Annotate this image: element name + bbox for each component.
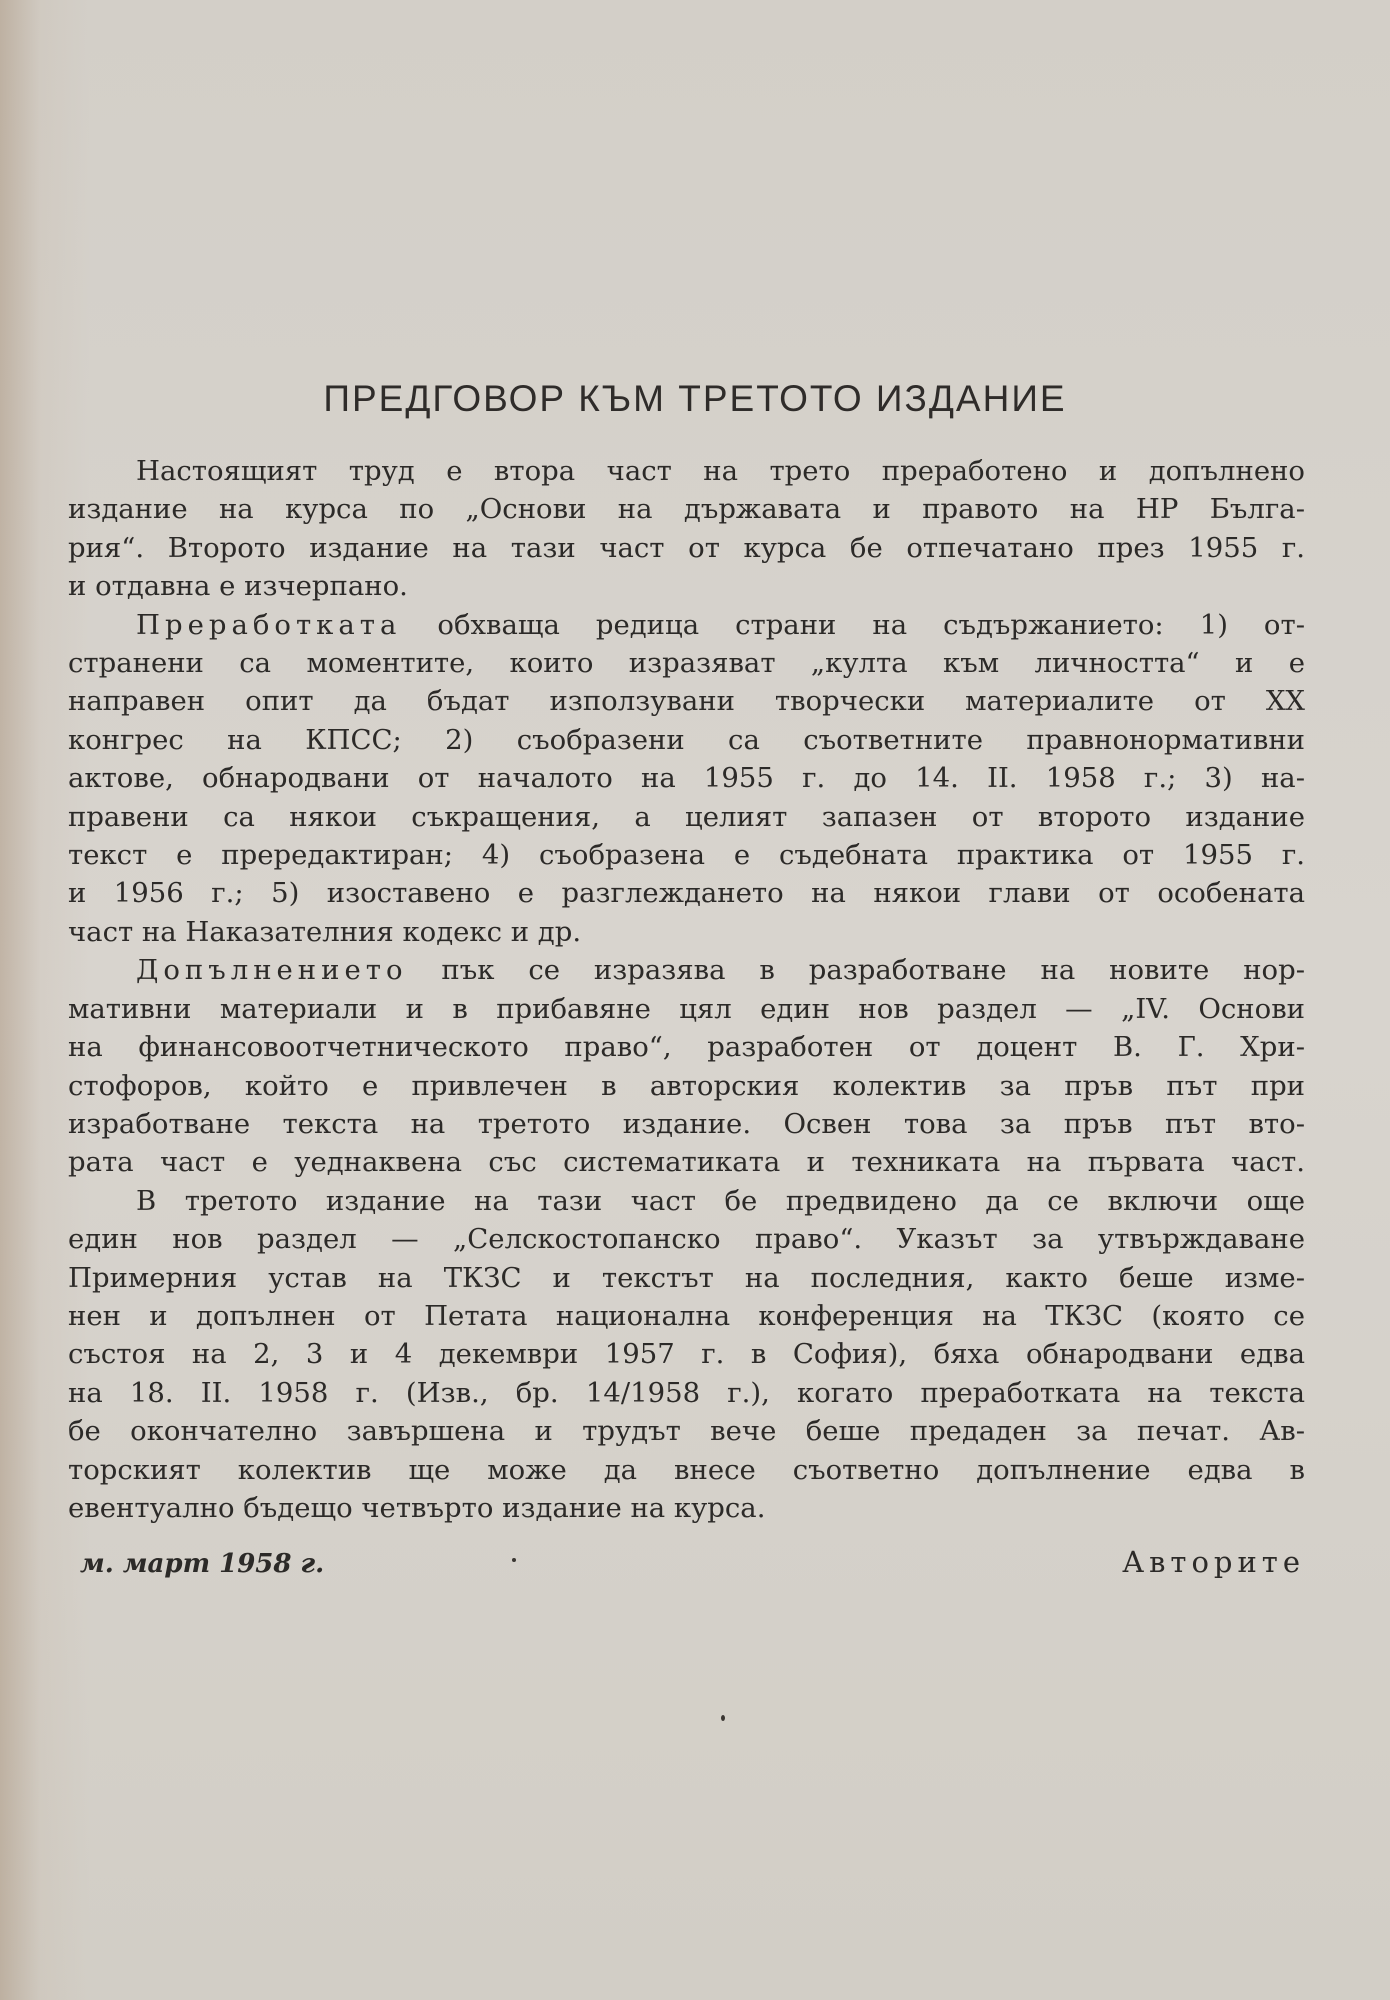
- emphasized-term: Преработката: [136, 608, 402, 641]
- text-line: направен опит да бъдат използувани творчески материалите от XX: [68, 685, 1305, 718]
- text-line: Настоящият труд е втора част на трето преработено и допълнено: [136, 455, 1305, 487]
- text-line: мативни материали и в прибавяне цял един нов раздел — „IV. Основи: [68, 992, 1305, 1025]
- text-line: Примерния устав на ТКЗС и текстът на последния, както беше изме-: [68, 1261, 1305, 1294]
- text-line-rest: пък се изразява в разработване на новите нор-: [407, 954, 1305, 987]
- text-line: евентуално бъдещо четвърто издание на курса.: [68, 1491, 766, 1524]
- paper-speck: [512, 1558, 516, 1562]
- text-line: [68, 951, 1305, 989]
- text-line-rest: обхваща редица страни на съдържанието: 1) от-: [401, 608, 1305, 641]
- authors-signature: Авторите: [1122, 1545, 1305, 1579]
- text-line: и отдавна е изчерпано.: [68, 570, 408, 603]
- text-line: [68, 606, 1305, 644]
- text-line: торският колектив ще може да внесе съответно допълнение едва в: [68, 1453, 1305, 1486]
- signature-block: [80, 1545, 1305, 1589]
- text-line: състоя на 2, 3 и 4 декември 1957 г. в София), бяха обнародвани едва: [68, 1338, 1305, 1371]
- text-line: изработване текста на третото издание. Освен това за пръв път вто-: [68, 1107, 1305, 1140]
- text-line: част на Наказателния кодекс и др.: [68, 915, 582, 948]
- paragraph-4: [68, 1182, 1305, 1528]
- text-line: издание на курса по „Основи на държавата и правото на НР Бълга-: [68, 493, 1305, 526]
- text-line: В третото издание на тази част бе предвидено да се включи още: [136, 1184, 1305, 1217]
- paper-speck: [721, 1715, 725, 1721]
- text-line: странени са моментите, които изразяват „култа към личността“ и е: [68, 647, 1305, 680]
- text-line: на 18. II. 1958 г. (Изв., бр. 14/1958 г.), когато преработката на текста: [68, 1376, 1305, 1409]
- text-line: рия“. Второто издание на тази част от курса бе отпечатано през 1955 г.: [68, 531, 1305, 564]
- text-line: на финансовоотчетническото право“, разработен от доцент В. Г. Хри-: [68, 1031, 1305, 1064]
- emphasized-term: Допълнението: [136, 954, 408, 987]
- text-line: бе окончателно завършена и трудът вече беше предаден за печат. Ав-: [68, 1415, 1305, 1448]
- text-line: нен и допълнен от Петата национална конференция на ТКЗС (която се: [68, 1299, 1305, 1332]
- paragraph-1: [68, 452, 1305, 606]
- date-line: м. март 1958 г.: [80, 1549, 325, 1579]
- page-title: ПРЕДГОВОР КЪМ ТРЕТОТО ИЗДАНИЕ: [323, 378, 1067, 419]
- text-line: стофоров, който е привлечен в авторския колектив за пръв път при: [68, 1069, 1305, 1102]
- text-line: актове, обнародвани от началото на 1955 г. до 14. II. 1958 г.; 3) на-: [68, 762, 1305, 795]
- text-line: един нов раздел — „Селскостопанско право“. Указът за утвърждаване: [68, 1223, 1305, 1256]
- paragraph-2: [68, 606, 1305, 952]
- text-line: правени са някои съкращения, а целият запазен от второто издание: [68, 800, 1305, 833]
- text-line: и 1956 г.; 5) изоставено е разглеждането на някои глави от особената: [68, 877, 1305, 910]
- text-line: текст е прередактиран; 4) съобразена е съдебната практика от 1955 г.: [68, 839, 1305, 872]
- preface-body: [68, 452, 1305, 1527]
- text-line: рата част е уеднаквена със систематиката и техниката на първата част.: [68, 1146, 1305, 1179]
- paragraph-3: [68, 951, 1305, 1181]
- text-line: конгрес на КПСС; 2) съобразени са съответните правнонормативни: [68, 723, 1305, 756]
